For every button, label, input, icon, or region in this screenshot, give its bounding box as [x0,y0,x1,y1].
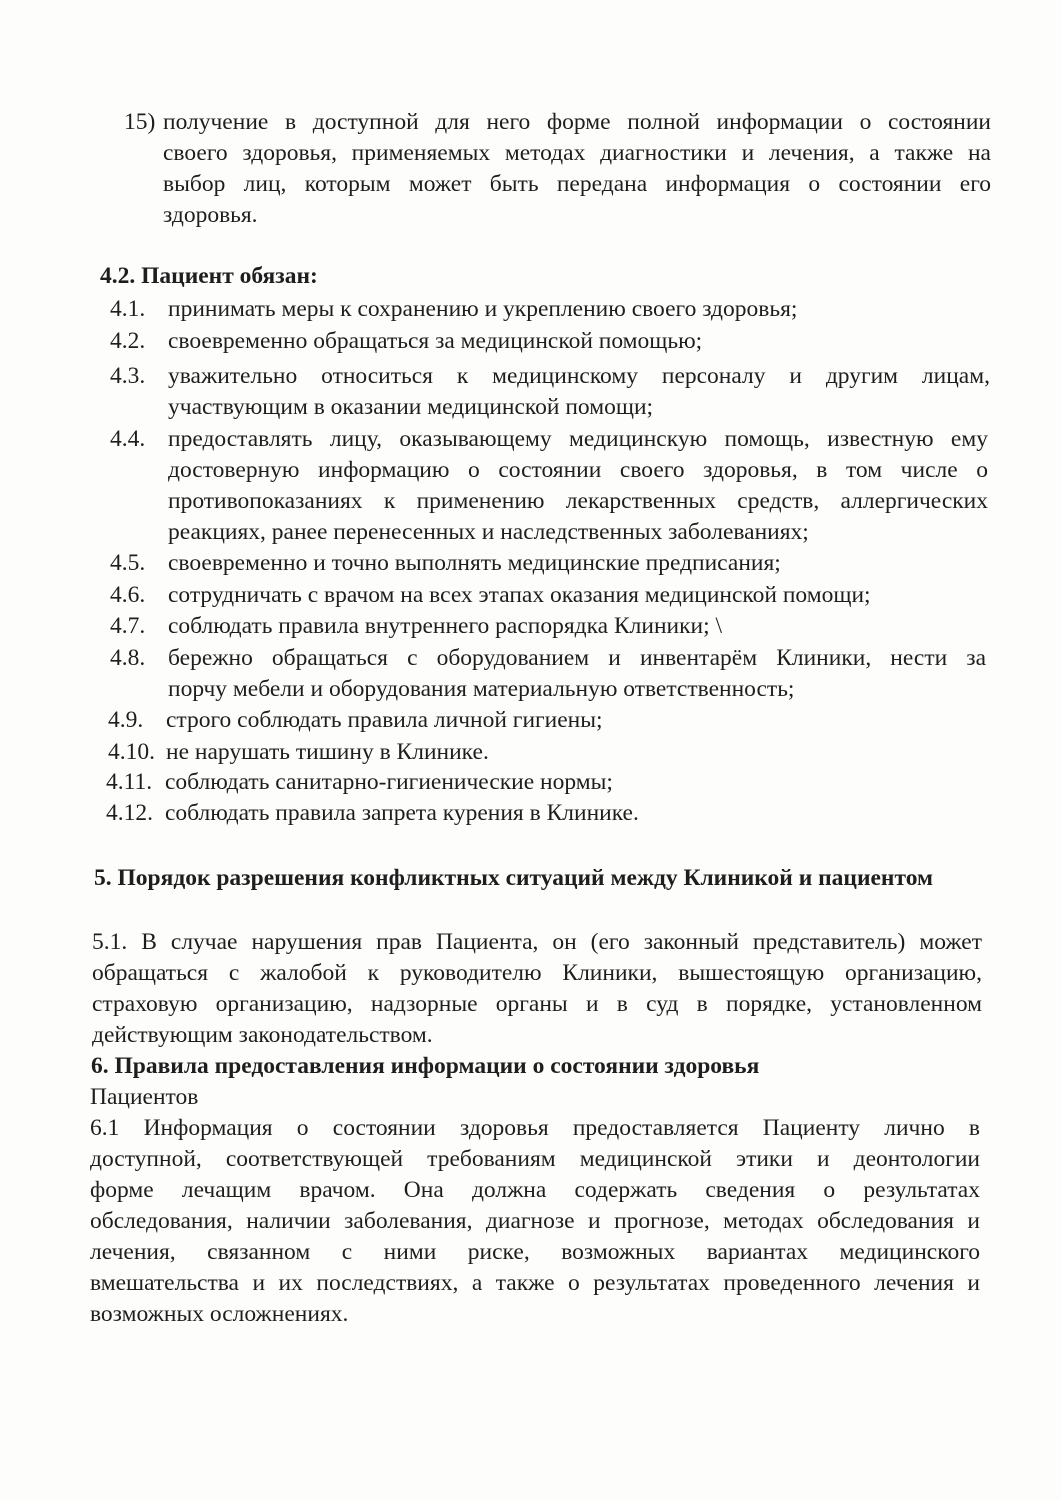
list-item-number: 4.12. [106,800,153,826]
text-line: лечения, связанном с ними риске, возможных вариантах медицинского [90,1239,980,1265]
text-line: сотрудничать с врачом на всех этапах оказания медицинской помощи; [168,582,871,608]
text-line: предоставлять лицу, оказывающему медицинскую помощь, известную ему [168,426,988,452]
list-item-number: 4.7. [110,613,146,639]
list-item-number: 4.3. [110,363,146,389]
text-line: получение в доступной для него форме полной информации о состоянии [163,109,991,135]
text-line: принимать меры к сохранению и укреплению своего здоровья; [168,296,798,322]
list-item [168,611,988,642]
section-6-subheading: Пациентов [90,1084,199,1110]
text-line: действующим законодательством. [92,1022,433,1048]
list-item [168,424,988,548]
list-item-number: 4.2. [110,328,146,354]
section-heading-6: 6. Правила предоставления информации о состоянии здоровья [91,1053,760,1079]
text-line: достоверную информацию о состоянии своего здоровья, в том числе о [168,457,988,483]
list-item [166,737,986,768]
text-line: участвующим в оказании медицинской помощи; [168,394,654,420]
text-line: соблюдать санитарно-гигиенические нормы; [165,769,613,795]
text-line: форме лечащим врачом. Она должна содержать сведения о результатах [90,1177,980,1203]
list-item-number: 4.11. [106,769,153,795]
list-item [168,326,992,357]
text-line: соблюдать правила внутреннего распорядка Клиники; \ [168,613,723,639]
text-line: страховую организацию, надзорные органы и в суд в порядке, установленном [92,991,982,1017]
list-item [165,767,985,798]
text-line: реакциях, ранее перенесенных и наследственных заболеваниях; [168,519,809,545]
section-heading-5: 5. Порядок разрешения конфликтных ситуаций между Клиникой и пациентом [94,865,934,891]
section-5-paragraph [92,927,982,1051]
text-line: обращаться с жалобой к руководителю Клиники, вышестоящую организацию, [92,960,982,986]
list-item [165,798,985,829]
text-line: противопоказаниях к применению лекарственных средств, аллергических [168,488,988,514]
text-line: строго соблюдать правила личной гигиены; [166,707,603,733]
text-line: порчу мебели и оборудования материальную ответственность; [168,676,795,702]
text-line: выбор лиц, которым может быть передана информация о состоянии его [163,171,991,197]
text-line: здоровья. [163,202,258,228]
text-line: своего здоровья, применяемых методах диагностики и лечения, а также на [163,140,991,166]
text-line: уважительно относиться к медицинскому персоналу и другим лицам, [168,363,990,389]
text-line: вмешательства и их последствиях, а также о результатах проведенного лечения и [90,1270,980,1296]
section-6-paragraph [90,1113,980,1330]
text-line: доступной, соответствующей требованиям медицинской этики и деонтологии [90,1146,980,1172]
text-line: 6.1 Информация о состоянии здоровья предоставляется Пациенту лично в [90,1115,980,1141]
list-item [166,705,986,736]
text-line: соблюдать правила запрета курения в Клинике. [165,800,639,826]
text-line: не нарушать тишину в Клинике. [166,739,489,765]
text-line: своевременно обращаться за медицинской помощью; [168,328,703,354]
list-item-number: 4.8. [110,645,146,671]
list-item [168,643,986,705]
text-line: своевременно и точно выполнять медицинские предписания; [168,550,781,576]
text-line: 5.1. В случае нарушения прав Пациента, он (его законный представитель) может [92,929,982,955]
item-15-text [163,107,991,231]
list-item-number: 4.10. [108,739,155,765]
text-line: возможных осложнениях. [90,1301,349,1327]
section-heading-4-2: 4.2. Пациент обязан: [100,263,318,289]
text-line: обследования, наличии заболевания, диагнозе и прогнозе, методах обследования и [90,1208,980,1234]
list-item-number: 4.6. [110,582,146,608]
list-item-number: 4.4. [110,426,146,452]
list-item-number: 4.1. [110,296,146,322]
text-line: бережно обращаться с оборудованием и инвентарём Клиники, нести за [168,645,986,671]
list-item [168,548,988,579]
list-item-number: 4.5. [110,550,146,576]
list-item [168,580,988,611]
list-item [168,361,990,423]
list-item [168,294,992,325]
list-item-number: 4.9. [108,707,144,733]
item-15-number: 15) [124,109,156,135]
